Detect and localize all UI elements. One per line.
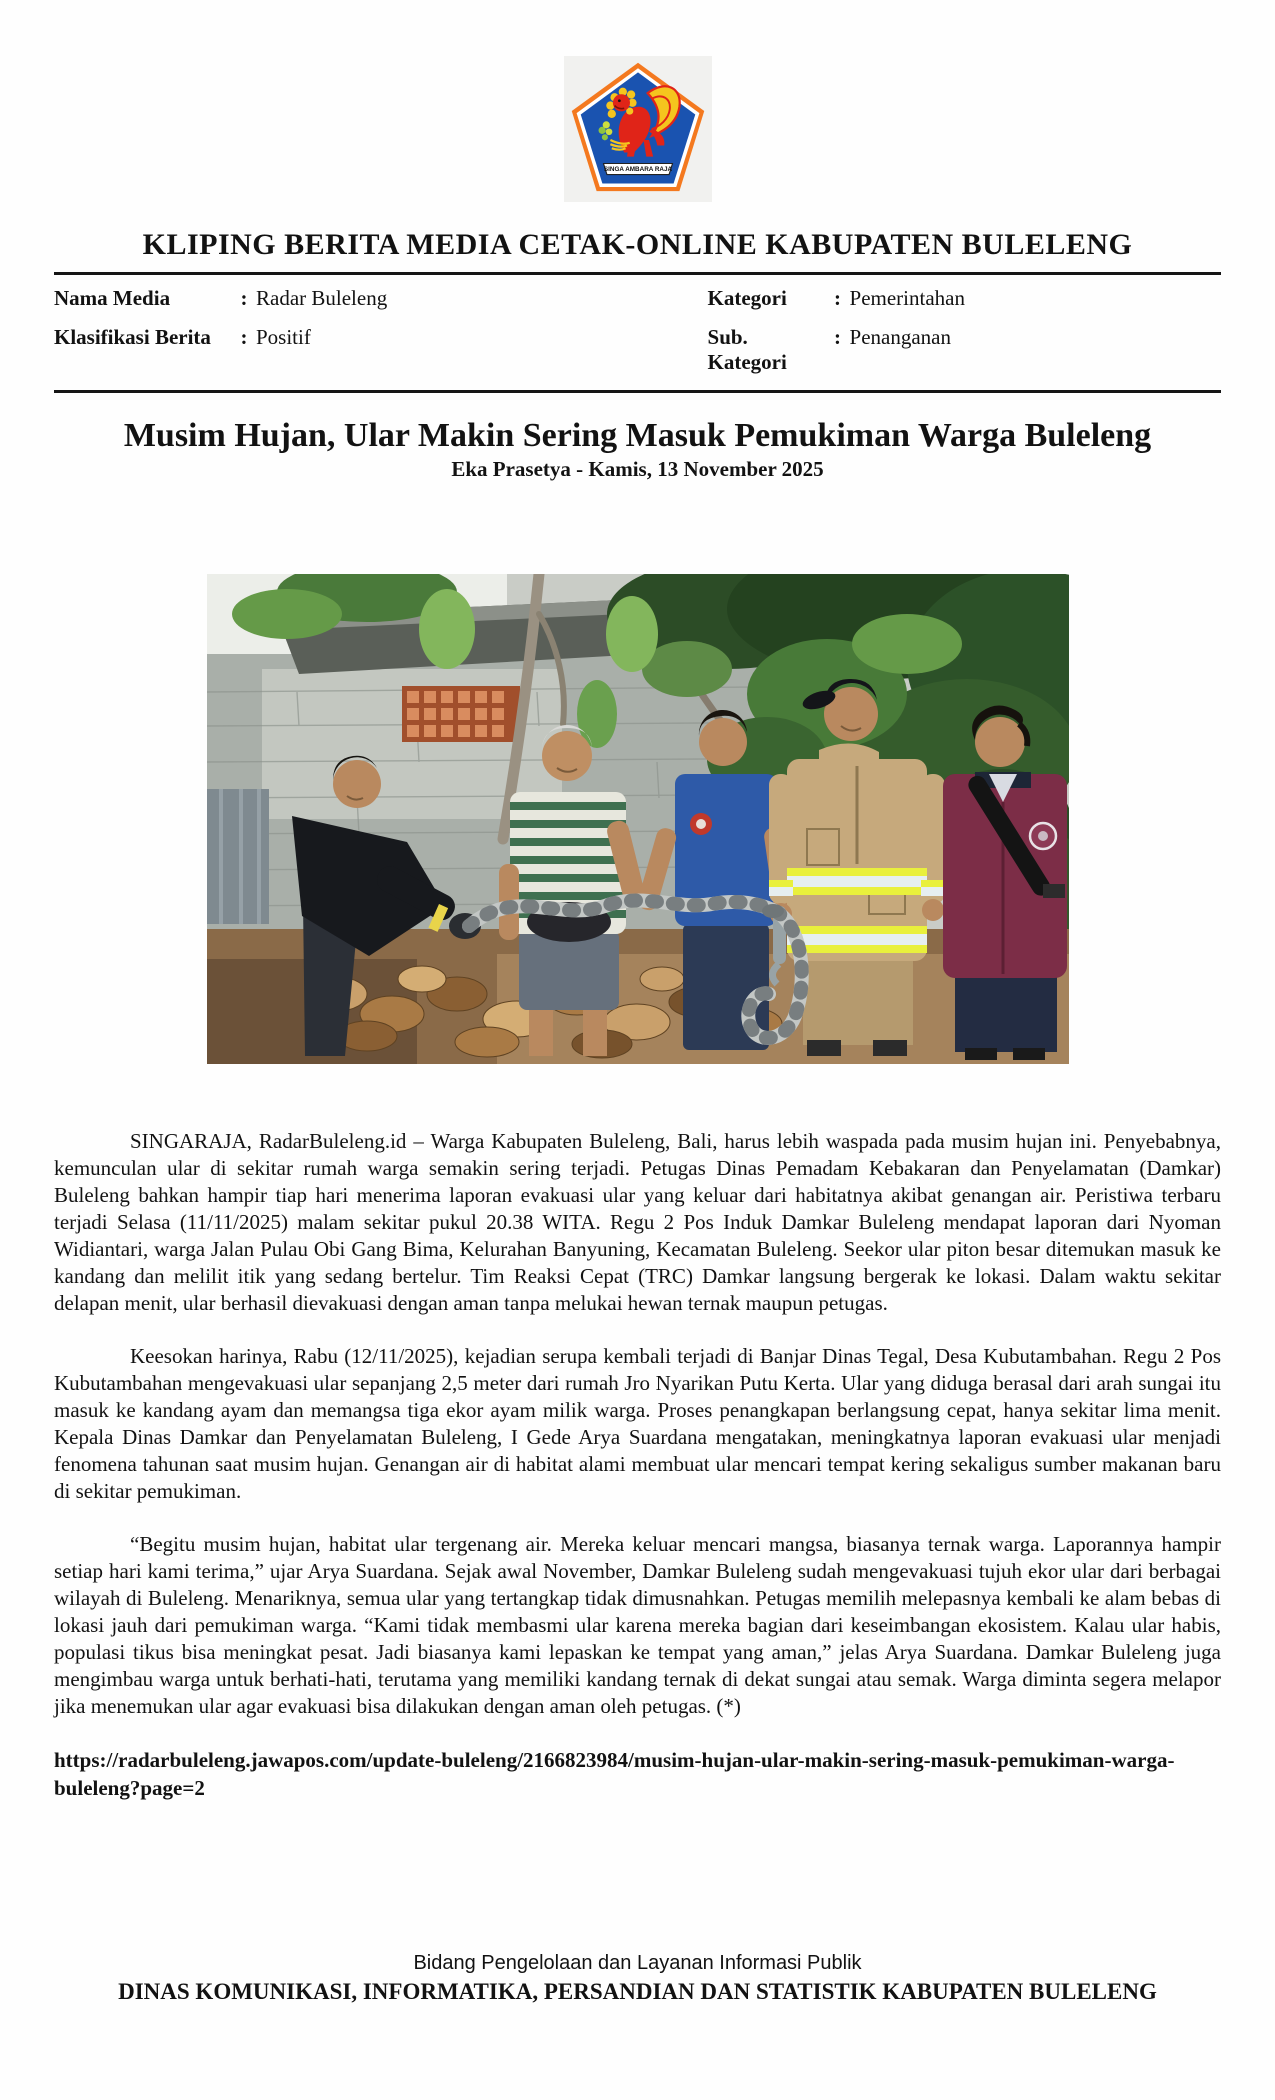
meta-label-nama-media: Nama Media (54, 286, 171, 310)
footer-dinas-line: DINAS KOMUNIKASI, INFORMATIKA, PERSANDIAN DAN STATISTIK KABUPATEN BULELENG (118, 1979, 1157, 2004)
meta-colon: : (834, 286, 842, 310)
article-byline: Eka Prasetya - Kamis, 13 November 2025 (451, 457, 824, 481)
article-photo-illustration (207, 574, 1069, 1064)
article-body (54, 1128, 1221, 1802)
source-url-link[interactable]: https://radarbuleleng.jawapos.com/update-buleleng/2166823984/musim-hujan-ular-makin-sering-masuk-pemukiman-warga-buleleng?page=2 (54, 1748, 1175, 1800)
meta-value-nama-media: Radar Buleleng (256, 286, 388, 310)
metal-sheet (207, 789, 269, 924)
meta-value-klasifikasi: Positif (256, 325, 311, 349)
meta-value-kategori: Pemerintahan (849, 286, 965, 310)
article-title: Musim Hujan, Ular Makin Sering Masuk Pemukiman Warga Buleleng (123, 417, 1152, 454)
logo-wrapper (54, 0, 1221, 202)
meta-value-sub-kategori: Penanganan (849, 325, 951, 349)
title-divider (54, 272, 1221, 275)
meta-sub-kategori (708, 318, 1221, 382)
metadata-divider (54, 390, 1221, 393)
buleleng-crest-logo (564, 56, 712, 202)
meta-colon: : (834, 325, 842, 349)
crest-banner-text: SINGA AMBARA RAJA (603, 166, 672, 174)
metadata-table (54, 279, 1221, 382)
article-paragraph-3: “Begitu musim hujan, habitat ular tergenang air. Mereka keluar mencari mangsa, biasanya ternak warga. Laporannya hampir setiap hari kami terima,” ujar Arya Suardana. Sejak awal November, Damkar Buleleng sudah mengevakuasi tujuh ekor ular dari berbagai wilayah di Buleleng. Menariknya, semua ular yang tertangkap tidak dimusnahkan. Petugas memilih melepasnya kembali ke alam bebas di lokasi jauh dari pemukiman warga. “Kami tidak membasmi ular karena mereka bagian dari keseimbangan ekosistem. Kalau ular habis, populasi tikus bisa meningkat pesat. Jadi biasanya kami lepaskan ke tempat yang aman,” jelas Arya Suardana. Damkar Buleleng juga mengimbau warga untuk berhati-hati, terutama yang memiliki kandang ternak di dekat sungai atau semak. Warga diminta segera melapor jika menemukan ular agar evakuasi bisa dilakukan dengan aman oleh petugas. (*) (54, 1532, 1221, 1718)
buleleng-crest-icon (569, 60, 707, 198)
meta-label-sub-kategori: Sub. Kategori (707, 325, 787, 374)
meta-label-klasifikasi: Klasifikasi Berita (54, 325, 211, 349)
document-footer (0, 1952, 1275, 2005)
vent-grid (402, 686, 520, 742)
meta-nama-media (54, 279, 708, 318)
meta-kategori (708, 279, 1221, 318)
document-title: KLIPING BERITA MEDIA CETAK-ONLINE KABUPATEN BULELENG (142, 228, 1133, 261)
meta-colon: : (240, 286, 248, 310)
footer-bidang-line: Bidang Pengelolaan dan Layanan Informasi Publik (413, 1952, 862, 1974)
meta-label-kategori: Kategori (707, 286, 787, 310)
meta-colon: : (240, 325, 248, 349)
article-paragraph-2: Keesokan harinya, Rabu (12/11/2025), kejadian serupa kembali terjadi di Banjar Dinas Tegal, Desa Kubutambahan. Regu 2 Pos Kubutambahan mengevakuasi ular sepanjang 2,5 meter dari rumah Jro Nyarikan Putu Kerta. Ular yang diduga berasal dari arah sungai itu masuk ke kandang ayam dan memangsa tiga ekor ayam milik warga. Proses penangkapan berlangsung cepat, hanya sekitar lima menit. Kepala Dinas Damkar dan Penyelamatan Buleleng, I Gede Arya Suardana mengatakan, meningkatnya laporan evakuasi ular menjadi fenomena tahunan saat musim hujan. Genangan air di habitat alami membuat ular mencari tempat kering sekaligus sumber makanan baru di sekitar pemukiman. (54, 1344, 1221, 1503)
article-paragraph-1: SINGARAJA, RadarBuleleng.id – Warga Kabupaten Buleleng, Bali, harus lebih waspada pada musim hujan ini. Penyebabnya, kemunculan ular di sekitar rumah warga semakin sering terjadi. Petugas Dinas Pemadam Kebakaran dan Penyelamatan (Damkar) Buleleng bahkan hampir tiap hari menerima laporan evakuasi ular yang keluar dari habitatnya akibat genangan air. Peristiwa terbaru terjadi Selasa (11/11/2025) malam sekitar pukul 20.38 WITA. Regu 2 Pos Induk Damkar Buleleng mendapat laporan dari Nyoman Widiantari, warga Jalan Pulau Obi Gang Bima, Kelurahan Banyuning, Kecamatan Buleleng. Seekor ular piton besar ditemukan masuk ke kandang dan melilit itik yang sedang bertelur. Tim Reaksi Cepat (TRC) Damkar langsung bergerak ke lokasi. Dalam waktu sekitar delapan menit, ular berhasil dievakuasi dengan aman tanpa melukai hewan ternak maupun petugas. (54, 1129, 1221, 1315)
meta-klasifikasi-berita (54, 318, 708, 382)
article-photo (207, 574, 1069, 1064)
